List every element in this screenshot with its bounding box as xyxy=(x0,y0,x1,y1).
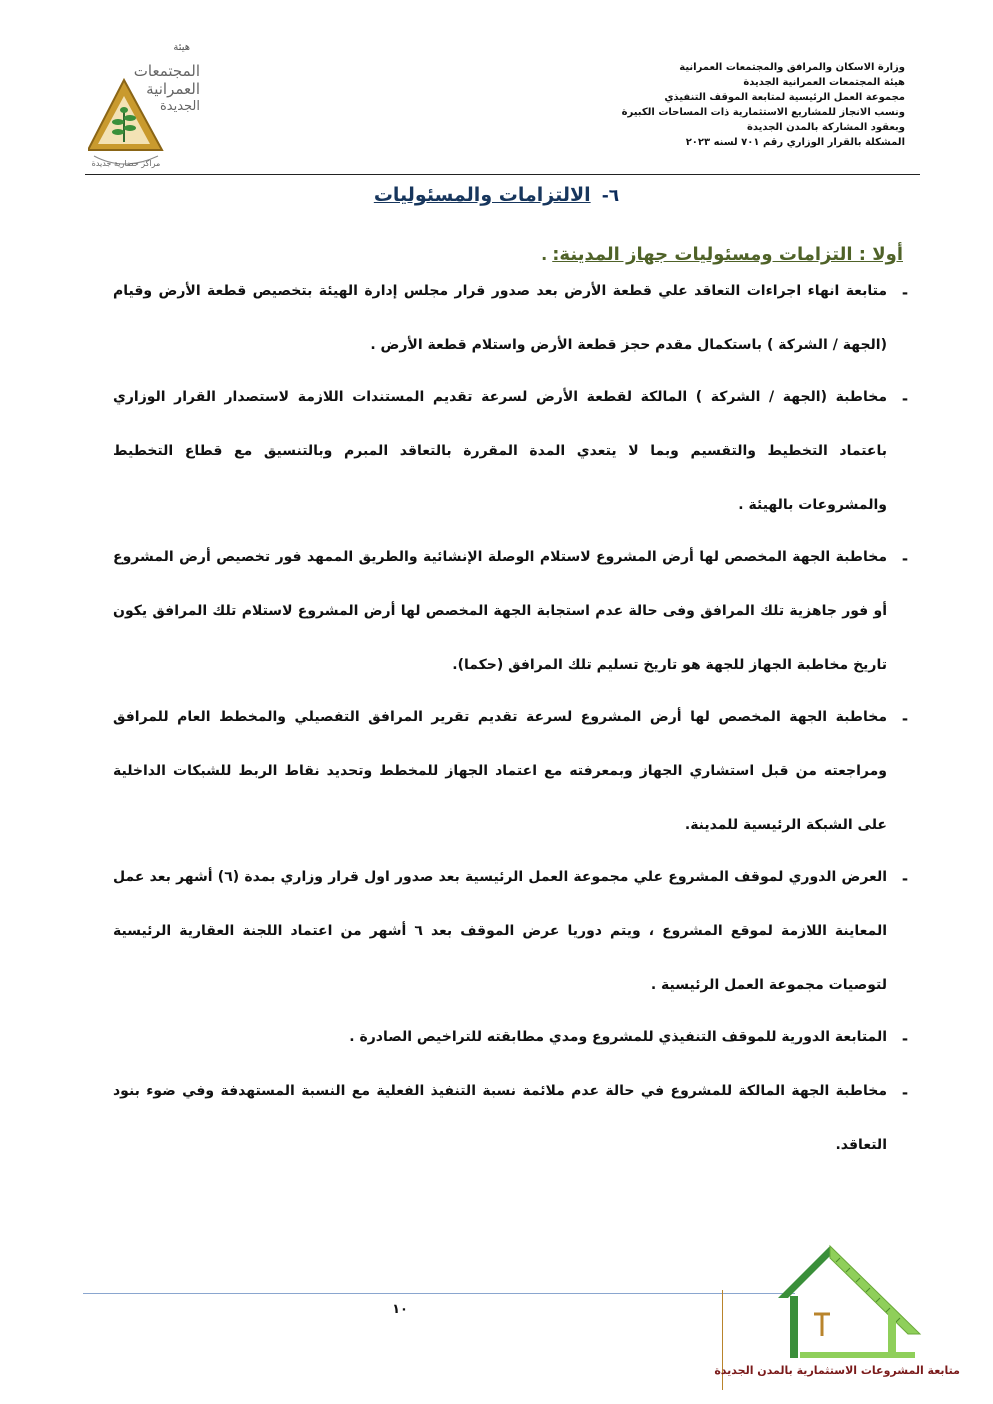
svg-text:مراكز حضارية جديدة: مراكز حضارية جديدة xyxy=(91,159,161,168)
list-item-text: مخاطبة الجهة المخصص لها أرض المشروع لاستلام الوصلة الإنشائية والطريق الممهد فور تخصيص أرض المشروع أو فور جاهزية تلك المرافق وفى حالة عدم استجابة الجهة المخصص لها أرض المشروع لاستلام تلك المرافق يكون تاريخ مخاطبة الجهاز للجهة هو تاريخ تسليم تلك المرافق (حكما). xyxy=(113,549,887,673)
svg-text:الجديدة: الجديدة xyxy=(159,99,200,114)
list-item-text: مخاطبة (الجهة / الشركة ) المالكة لقطعة الأرض لسرعة تقديم المستندات اللازمة لاستصدار القرار الوزاري باعتماد التخطيط والتقسيم وبما لا يتعدي المدة المقررة بالتعاقد المبرم وبالتنسيق مع قطاع التخطيط والمشروعات بالهيئة . xyxy=(113,389,887,513)
house-ruler-icon xyxy=(770,1238,930,1363)
subsection-heading xyxy=(541,244,903,265)
header-line: ونسب الانجاز للمشاريع الاستثمارية ذات المساحات الكبيرة xyxy=(621,107,905,118)
projects-monitoring-logo xyxy=(770,1238,930,1378)
list-item xyxy=(113,1026,923,1066)
list-item-text: متابعة انهاء اجراءات التعاقد علي قطعة الأرض بعد صدور قرار مجلس إدارة الهيئة بتخصيص قطعة الأرض وقيام (الجهة / الشركة ) باستكمال مقدم حجز قطعة الأرض واستلام قطعة الأرض . xyxy=(113,283,887,353)
header-line: وبعقود المشاركة بالمدن الجديدة xyxy=(747,122,905,133)
svg-text:العمرانية: العمرانية xyxy=(146,80,200,98)
subsection-label: أولا : التزامات ومسئوليات جهاز المدينة: xyxy=(552,244,903,265)
list-item xyxy=(113,706,923,852)
section-heading xyxy=(0,184,993,206)
list-bullet: - xyxy=(901,870,909,888)
header-line: مجموعة العمل الرئيسية لمتابعة الموقف التنفيذي xyxy=(664,92,905,103)
svg-text:المجتمعات: المجتمعات xyxy=(133,62,200,80)
header-line: المشكلة بالقرار الوزاري رقم ٧٠١ لسنه ٢٠٢٣ xyxy=(685,137,905,148)
list-item xyxy=(113,866,923,1012)
svg-text:هيئة: هيئة xyxy=(173,42,190,53)
list-item xyxy=(113,280,923,372)
section-title: الالتزامات والمسئوليات xyxy=(373,184,591,206)
list-item xyxy=(113,546,923,692)
list-bullet: - xyxy=(901,1084,909,1102)
nuca-logo-graphic xyxy=(88,38,203,173)
footer-divider xyxy=(83,1293,795,1294)
list-bullet: - xyxy=(901,1030,909,1048)
list-item-text: مخاطبة الجهة المخصص لها أرض المشروع لسرعة تقديم تقرير المرافق التفصيلي والمخطط العام للمرافق ومراجعته من قبل استشاري الجهاز وبمعرفته مع اعتماد الجهاز للمخطط وتحديد نقاط الربط للشبكات الداخلية على الشبكة الرئيسية للمدينة. xyxy=(113,709,887,833)
nuca-logo xyxy=(88,38,203,173)
header-divider xyxy=(85,174,920,175)
list-item xyxy=(113,386,923,532)
list-item xyxy=(113,1080,923,1172)
list-item-text: المتابعة الدورية للموقف التنفيذي للمشروع ومدي مطابقته للتراخيص الصادرة . xyxy=(349,1029,887,1045)
subsection-trail: . xyxy=(541,245,548,264)
list-item-text: العرض الدوري لموقف المشروع علي مجموعة العمل الرئيسية بعد صدور اول قرار وزاري بمدة (٦) أشهر بعد عمل المعاينة اللازمة لموقع المشروع ، ويتم دوريا عرض الموقف بعد ٦ أشهر من اعتماد اللجنة العقارية الرئيسية لتوصيات مجموعة العمل الرئيسية . xyxy=(113,869,888,993)
list-item-text: مخاطبة الجهة المالكة للمشروع في حالة عدم ملائمة نسبة التنفيذ الفعلية مع النسبة المستهدفة وفي ضوء بنود التعاقد. xyxy=(113,1083,887,1153)
list-bullet: - xyxy=(901,710,909,728)
page-number: ١٠ xyxy=(392,1302,408,1317)
footer-caption: متابعة المشروعات الاستثمارية بالمدن الجديدة xyxy=(714,1364,960,1377)
list-bullet: - xyxy=(901,390,909,408)
header-line: هيئة المجتمعات العمرانية الجديدة xyxy=(743,77,905,88)
list-bullet: - xyxy=(901,284,909,302)
header-ministry-block xyxy=(605,60,905,150)
section-number: ٦- xyxy=(601,186,620,206)
obligations-list xyxy=(113,280,923,1186)
list-bullet: - xyxy=(901,550,909,568)
header-line: وزارة الاسكان والمرافق والمجتمعات العمرانية xyxy=(679,62,905,73)
